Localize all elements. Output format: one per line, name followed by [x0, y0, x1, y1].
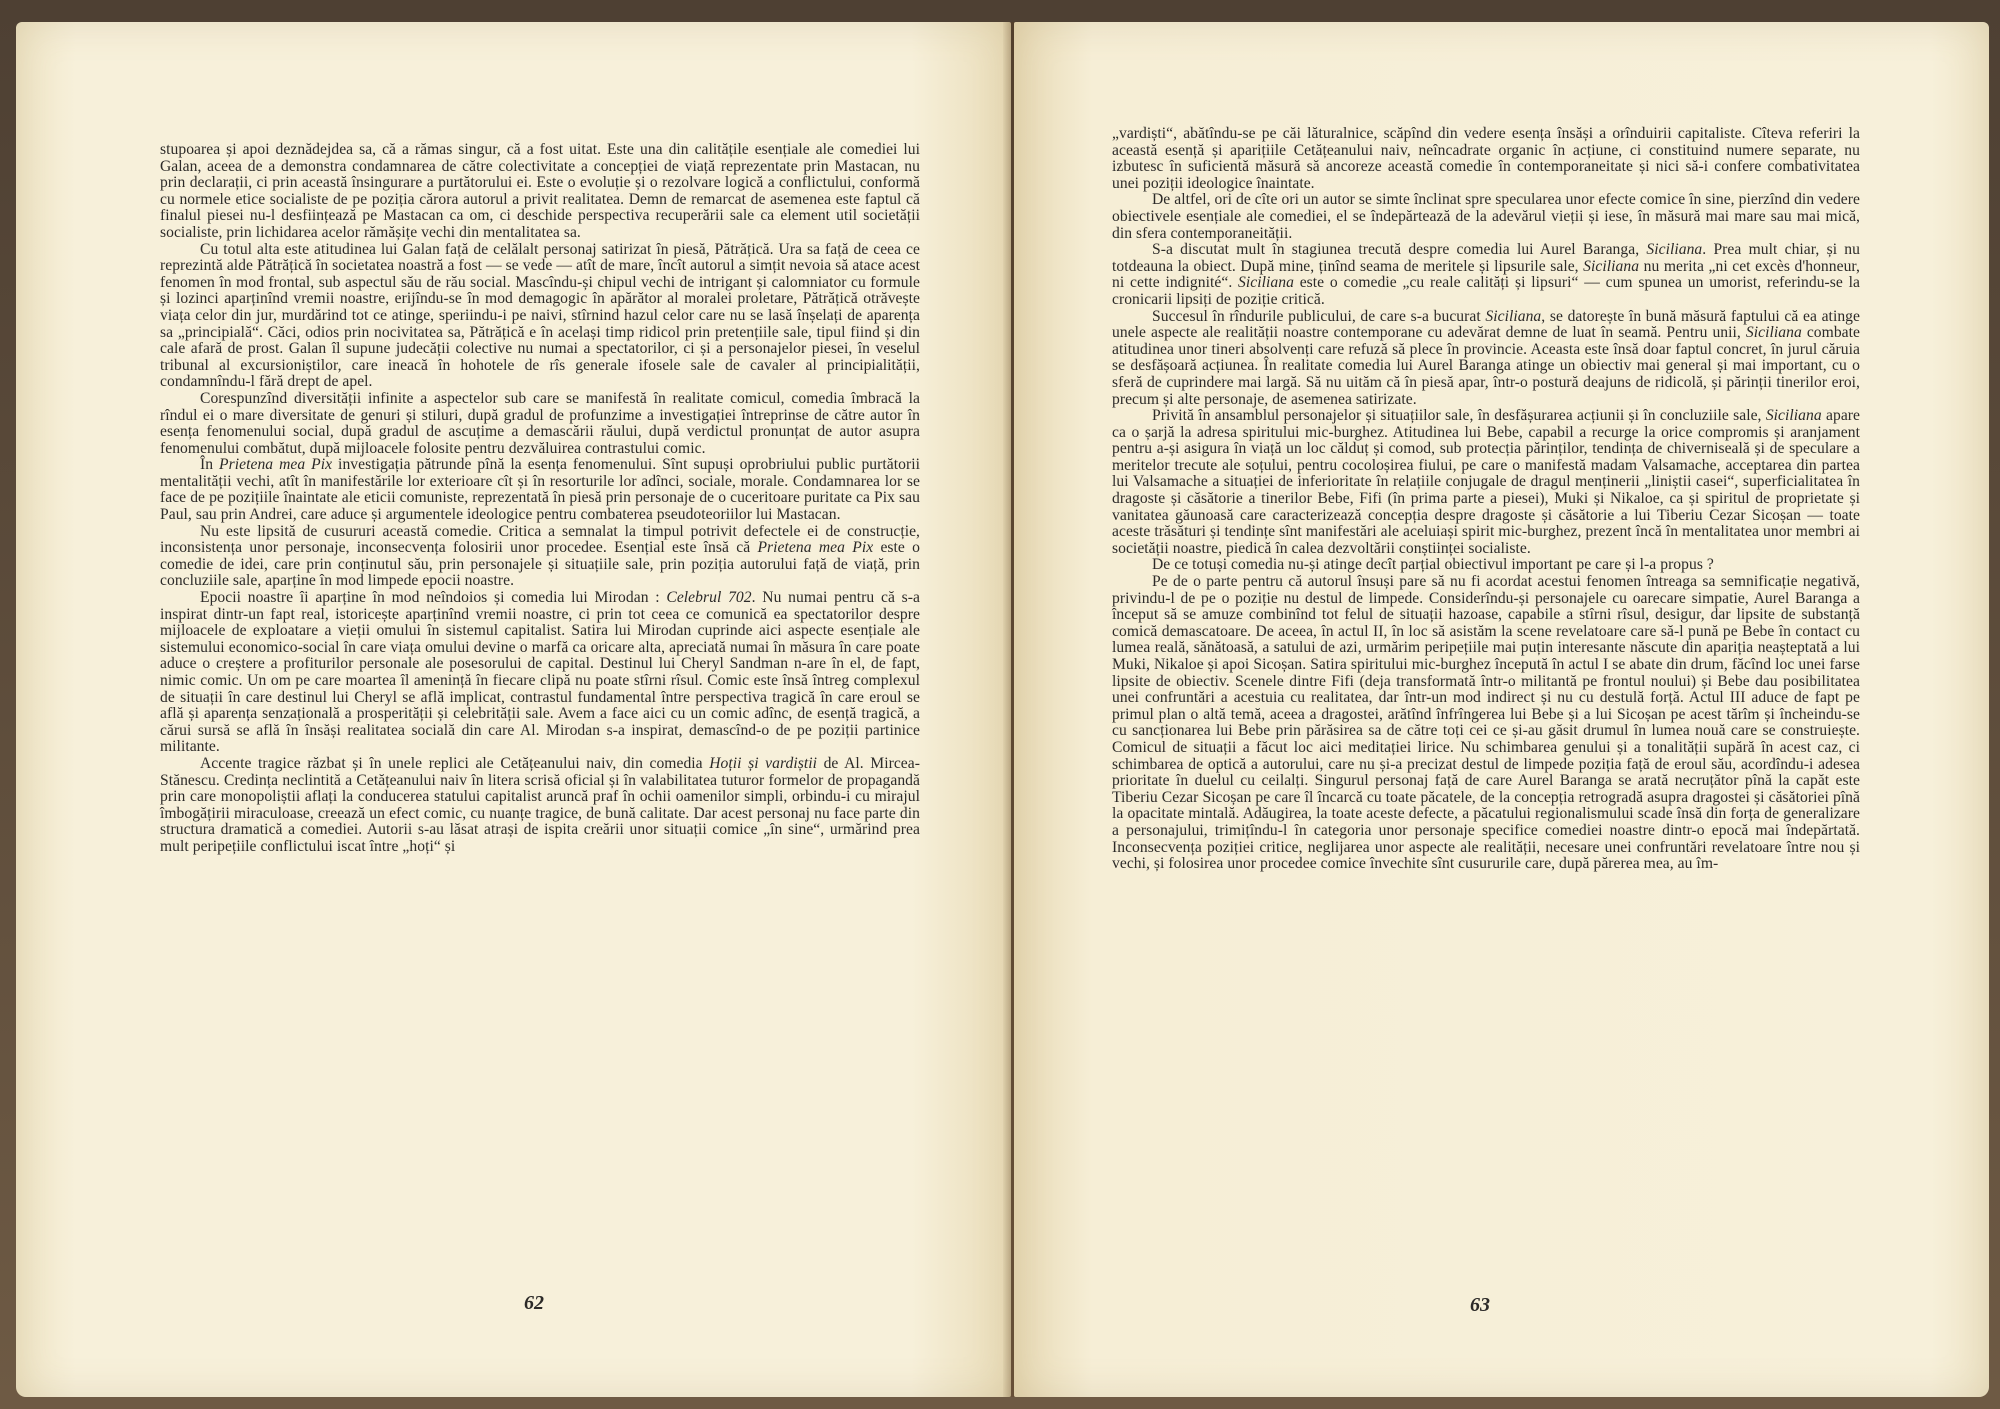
- paragraph: Succesul în rîndurile publicului, de care s-a bucurat Siciliana, se datorește în bună măsură faptului că ea atinge unele aspecte ale realității noastre contemporane cu adevărat demne de luat în seamă. Pentru unii, Siciliana combate atitudinea unor tineri absolvenți care refuză să plece în provincie. Aceasta este însă doar faptul concret, în jurul căruia se desfășoară acțiunea. În realitate comedia lui Aurel Baranga atinge un obiectiv mai general și mai important, cu o sferă de cuprindere mai largă. Să nu uităm că în piesă apar, într-o postură deajuns de ridicolă, și părinții tinerilor eroi, precum și alte personaje, de asemenea satirizate.: [1112, 307, 1861, 408]
- left-page: [16, 22, 1011, 1397]
- paragraph: Privită în ansamblul personajelor și situațiilor sale, în desfășurarea acțiunii și în concluziile sale, Siciliana apare ca o șarjă la adresa spiritului mic-burghez. Atitudinea lui Bebe, capabil a recurge la orice compromis și aranjament pentru a-și asigura în viață un loc călduț și comod, sub protecția părinților, tendința de chiverniseală și de speculare a meritelor trecute ale soțului, pentru cocoloșirea fiului, pe care o manifestă madam Valsamache, acceptarea din partea lui Valsamache a situației de inferioritate în relațiile conjugale de dragul menținerii „liniștii casei“, superficialitatea în dragoste și căsătorie a tinerilor Bebe, Fifi (în prima parte a piesei), Muki și Nikaloe, ca și spiritul de proprietate și vanitatea găunoasă care caracterizează concepția despre dragoste și căsătorie a lui Tiberiu Cezar Sicoșan — toate aceste trăsături și tendințe sînt manifestări ale aceluiași spirit mic-burghez, prezent încă în mentalitatea unor membri ai societății noastre, piedică în calea dezvoltării conștiinței socialiste.: [1112, 407, 1861, 557]
- right-page-text: [1112, 126, 1860, 873]
- paragraph: S-a discutat mult în stagiunea trecută despre comedia lui Aurel Baranga, Siciliana. Prea mult chiar, și nu totdeauna la obiect. După mine, ținînd seama de meritele și lipsurile sale, Siciliana nu merita „ni cet excès d'honneur, ni cette indignité“. Siciliana este o comedie „cu reale calități și lipsuri“ — cum spunea un umorist, referindu-se la cronicarii lipsiți de poziție critică.: [1112, 241, 1860, 308]
- paragraph: stupoarea și apoi deznădejdea sa, că a rămas singur, că a fost uitat. Este una din calitățile esențiale ale comediei lui Galan, aceea de a demonstra condamnarea de către colectivitate a concepției de viață reprezentate prin Mastacan, nu prin declarații, ci prin această însingurare a purtătorului ei. Este o evoluție și o rezolvare logică a conflictului, conformă cu normele etice socialiste de pe poziția cărora autorul a privit realitatea. Demn de remarcat de asemenea este faptul că finalul piesei nu-l desființează pe Mastacan ca om, ci deschide perspectiva recuperării sale ca element util societății socialiste, prin lichidarea acelor rămășițe vechi din mentalitatea sa.: [160, 141, 920, 241]
- paragraph: Corespunzînd diversității infinite a aspectelor sub care se manifestă în realitate comicul, comedia îmbracă la rîndul ei o mare diversitate de genuri și stiluri, după gradul de profunzime a investigației întreprinse de către autor în esența fenomenului social, după gradul de ascuțime a demascării răului, după verdictul pronunțat de autor asupra fenomenului combătut, după mijloacele folosite pentru dezvăluirea contrastului comic.: [160, 389, 920, 457]
- paragraph: Epocii noastre îi aparține în mod neîndoios și comedia lui Mirodan : Celebrul 702. Nu numai pentru că s-a inspirat dintr-un fapt real, istoricește aparținînd vremii noastre, ci prin tot ceea ce comunică ea spectatorilor despre mijloacele de exploatare a vieții omului în sistemul capitalist. Satira lui Mirodan cuprinde aici aspecte esențiale ale sistemului economico-social în care viața omului devine o marfă ca oricare alta, apreciată numai în măsura în care poate aduce o creștere a profiturilor personale ale posesorului de capital. Destinul lui Cheryl Sandman n-are în el, de fapt, nimic comic. Un om pe care moartea îl amenință în fiecare clipă nu poate stîrni rîsul. Comic este însă întreg complexul de situații în care destinul lui Cheryl se află implicat, contrastul fundamental între perspectiva tragică în care eroul se află și aparența senzațională a prosperității și celebrității sale. Avem a face aici cu un comic adînc, de esență tragică, a cărui sursă se află în însăși realitatea socială din care Al. Mirodan s-a inspirat, demascînd-o de pe poziții partinice militante.: [160, 589, 920, 756]
- paragraph: Accente tragice răzbat și în unele replici ale Cetățeanului naiv, din comedia Hoții și vardiștii de Al. Mircea-Stănescu. Credința neclintită a Cetățeanului naiv în litera scrisă oficial și în valabilitatea tuturor formelor de propagandă prin care monopoliștii aflați la conducerea statului capitalist aruncă praf în ochii oamenilor simpli, orbindu-i cu mirajul îmbogățirii miraculoase, creează un efect comic, cu nuanțe tragice, de bună calitate. Dar acest personaj nu face parte din structura dramatică a comediei. Autorii s-au lăsat atrași de ispita creării unor situații comice „în sine“, urmărind prea mult peripețiile conflictului iscat între „hoți“ și: [160, 754, 920, 855]
- paragraph: Pe de o parte pentru că autorul însuși pare să nu fi acordat acestui fenomen întreaga sa semnificație negativă, privindu-l de pe o poziție nu destul de limpede. Considerîndu-și personajele cu oarecare simpatie, Aurel Baranga a început să se amuze combinînd tot felul de situații hazoase, capabile a stîrni rîsul, desigur, dar lipsite de substanță comică demascatoare. De aceea, în actul II, în loc să asistăm la scene revelatoare care să-l pună pe Bebe în contact cu lumea reală, sănătoasă, a satului de azi, urmărim peripețiile mai puțin interesante născute din apariția neașteptată a lui Muki, Nikaloe și apoi Sicoșan. Satira spiritului mic-burghez începută în actul I se abate din drum, făcînd loc unei farse lipsite de obiectiv. Scenele dintre Fifi (deja transformată într-o militantă pe frontul noului) și Bebe dau posibilitatea unei confruntări a acestuia cu realitatea, dar într-un mod indirect și nu cu destulă forță. Actul III aduce de fapt pe primul plan o altă temă, aceea a dragostei, arătînd înfrîngerea lui Bebe și a lui Sicoșan pe acest tărîm și încheindu-se cu sancționarea lui Bebe prin părăsirea sa de către toți cei ce și-au găsit drumul în lumea nouă care se construiește. Comicul de situații a făcut loc aici meditației lirice. Nu schimbarea genului și a tonalității supără în acest caz, ci schimbarea de optică a autorului, care nu și-a precizat destul de limpede poziția față de eroul său, acordîndu-i adesea prioritate în duelul cu ceilalți. Singurul personaj față de care Aurel Baranga se arată necruțător pînă la capăt este Tiberiu Cezar Sicoșan pe care îl încarcă cu toate păcatele, de la concepția retrogradă asupra dragostei și căsătoriei pînă la opacitate mintală. Adăugirea, la toate aceste defecte, a păcatului regionalismului scade însă din forța de generalizare a personajului, trimițîndu-l în categoria unor personaje specifice comediei noastre dintr-o epocă mai îndepărtată. Inconsecvența poziției critice, neglijarea unor aspecte ale realității, necesare unei confruntări revelatoare între nou și vechi, și folosirea unor procedee comice învechite sînt cusururile care, după părerea mea, au îm-: [1112, 573, 1860, 873]
- paragraph: De altfel, ori de cîte ori un autor se simte înclinat spre specularea unor efecte comice în sine, pierzînd din vedere obiectivele esențiale ale comediei, el se îndepărtează de la adevărul vieții și iese, în măsură mai mare sau mai mică, din sfera contemporaneității.: [1112, 191, 1860, 242]
- left-page-text: [160, 142, 920, 856]
- left-page-number: 62: [524, 1292, 544, 1314]
- paragraph: Cu totul alta este atitudinea lui Galan față de celălalt personaj satirizat în piesă, Pătrățică. Ura sa față de ceea ce reprezintă alde Pătrățică în societatea noastră a fost — se vede — atît de mare, încît autorul a simțit nevoia să atace acest fenomen în mod frontal, sub aspectul său de rău social. Mascîndu-și chipul vechi de intrigant și calomniator cu formule și lozinci aparținînd vremii noastre, erijîndu-se în mod demagogic în apărător al moralei proletare, Pătrățică otrăvește viața celor din jur, murdărind tot ce atinge, speriindu-i pe naivi, stîrnind hazul celor care nu se lasă înșelați de aparența sa „principială“. Căci, odios prin nocivitatea sa, Pătrățică e în același timp ridicol prin pretențiile sale, tipul fiind și din cale afară de prost. Galan îl supune judecății colective nu numai a spectatorilor, ci și a personajelor piesei, în veselul tribunal al excursioniștilor, care ineacă în hohotele de rîs generale ifosele sale de cavaler al principialității, condamnîndu-l fără drept de apel.: [160, 240, 920, 391]
- paragraph: De ce totuși comedia nu-și atinge decît parțial obiectivul important pe care și l-a propus ?: [1152, 556, 1714, 574]
- paragraph: Nu este lipsită de cusururi această comedie. Critica a semnalat la timpul potrivit defectele ei de construcție, inconsistența unor personaje, inconsecvența folosirii unor procedee. Esențial este însă că Prietena mea Pix este o comedie de idei, care prin conținutul său, prin personajele și situațiile sale, prin poziția autorului față de viață, prin concluziile sale, aparține în mod limpede epocii noastre.: [160, 522, 920, 590]
- right-page: [1014, 22, 1989, 1397]
- right-page-number: 63: [1470, 1294, 1490, 1316]
- paragraph: „vardiști“, abătîndu-se pe căi lăturalnice, scăpînd din vedere esența însăși a orînduirii capitaliste. Cîteva referiri la această esență și aparițiile Cetățeanului naiv, neîncadrate organic în acțiune, ci constituind numere separate, nu izbutesc în suficientă măsură să ancoreze această comedie în contemporaneitate și nici să-i confere combativitatea unei poziții ideologice înaintate.: [1112, 125, 1860, 192]
- paragraph: În Prietena mea Pix investigația pătrunde pînă la esența fenomenului. Sînt supuși oprobriului public purtătorii mentalității vechi, atît în manifestările lor exterioare cît și în resorturile lor adînci, sociale, morale. Condamnarea lor se face de pe pozițiile înaintate ale eticii comuniste, reprezentată în piesă prin personaje de o cuceritoare puritate ca Pix sau Paul, sau prin Andrei, care aduce și argumentele ideologice pentru combaterea pseudoteoriilor lui Mastacan.: [160, 456, 920, 524]
